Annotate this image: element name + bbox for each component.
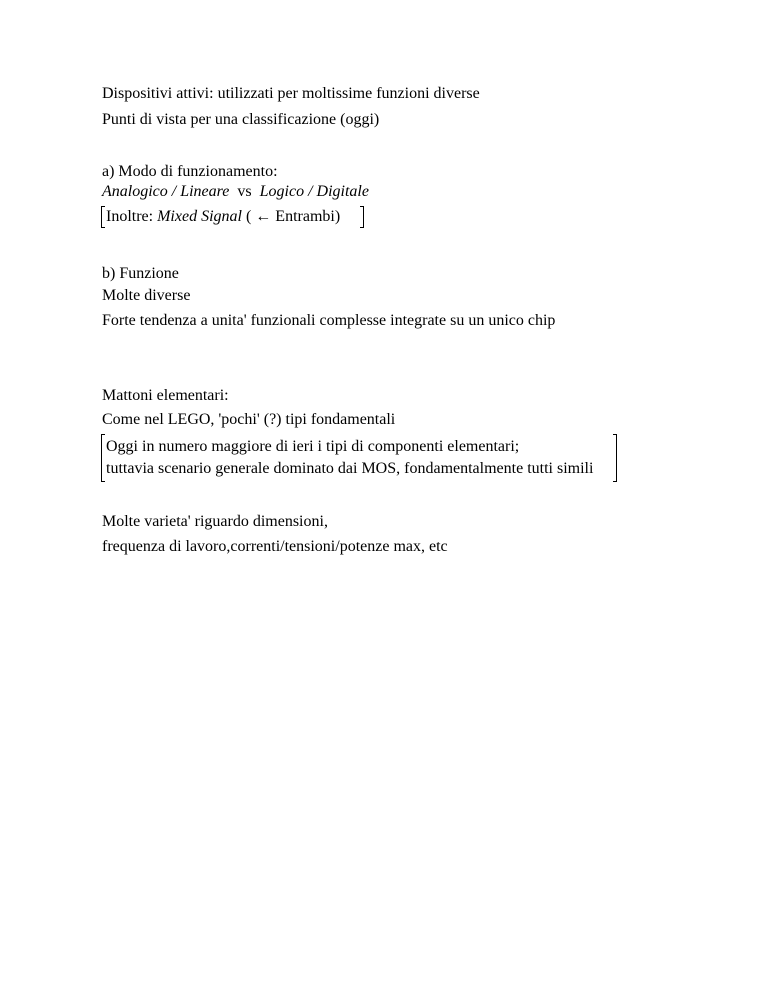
varieta-line-2: frequenza di lavoro,correnti/tensioni/potenze max, etc: [102, 538, 448, 555]
mixed-signal-note: [106, 207, 340, 227]
note-prefix: Inoltre:: [106, 208, 158, 225]
section-a-modes: [102, 182, 369, 202]
note-suffix: ( ← Entrambi): [241, 208, 341, 225]
section-b-line-1: Molte diverse: [102, 287, 191, 304]
intro-line-1: Dispositivi attivi: utilizzati per moltissime funzioni diverse: [102, 85, 480, 102]
mattoni-box-line-2: tuttavia scenario generale dominato dai MOS, fondamentalmente tutti simili: [106, 460, 594, 477]
intro-line-2: Punti di vista per una classificazione (oggi): [102, 111, 380, 128]
mattoni-heading: Mattoni elementari:: [102, 387, 229, 404]
logic-label: Logico / Digitale: [259, 183, 369, 200]
analog-label: Analogico / Lineare: [102, 183, 230, 200]
mos-bracket: [101, 434, 617, 482]
mattoni-line-1: Come nel LEGO, 'pochi' (?) tipi fondamentali: [102, 411, 396, 428]
mattoni-box-line-1: Oggi in numero maggiore di ieri i tipi di componenti elementari;: [106, 438, 520, 455]
section-b-heading: b) Funzione: [102, 265, 179, 282]
vs-label: vs: [237, 183, 252, 200]
varieta-line-1: Molte varieta' riguardo dimensioni,: [102, 513, 328, 530]
mixed-signal-label: Mixed Signal: [157, 208, 242, 225]
mixed-signal-bracket: [101, 206, 364, 228]
section-a-heading: a) Modo di funzionamento:: [102, 163, 278, 180]
section-b-line-2: Forte tendenza a unita' funzionali complesse integrate su un unico chip: [102, 312, 556, 329]
